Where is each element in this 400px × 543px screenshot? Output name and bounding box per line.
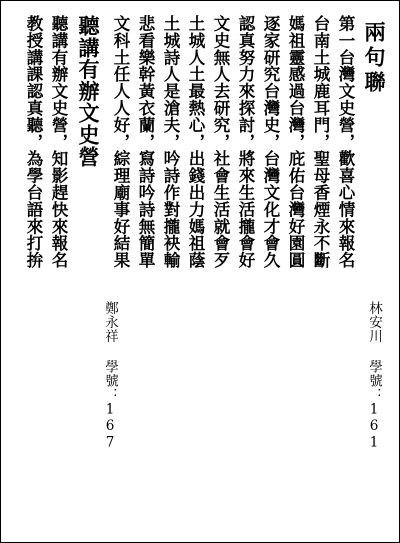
poem1-title: 兩句聯 bbox=[362, 21, 387, 96]
poem1-author: 林安川 學號：161 bbox=[366, 301, 382, 451]
poem1-line-9: 悲看樂幹黃衣蘭，寫詩吟詩無簡單 bbox=[136, 15, 155, 269]
poem1-line-2: 台南土城鹿耳門，聖母香煙永不斷 bbox=[311, 15, 330, 269]
poem2-line-2: 教授講課認真聽，為學台語來打拚 bbox=[24, 15, 43, 269]
poem2-title: 聽講有辦文史營 bbox=[76, 15, 101, 168]
poem1-line-3: 媽祖靈感過台灣，庇佑台灣好園圓 bbox=[286, 15, 305, 269]
poem1-line-10: 文科土任人人好，綜理廟事好結果 bbox=[111, 15, 130, 269]
poem2-author: 鄭永祥 學號：167 bbox=[102, 301, 118, 451]
poem1-line-4: 逐家研究台灣史，台灣文化才會久 bbox=[261, 15, 280, 269]
poem2-line-1: 聽講有辦文史營，知影趕快來報名 bbox=[49, 15, 68, 269]
poem1-line-5: 認真努力來探討，將來生活攏會好 bbox=[236, 15, 255, 269]
poem1-line-6: 文史無人去研究，社會生活就會歹 bbox=[211, 15, 230, 269]
poem1-line-8: 土城詩人是滄夫，吟詩作對攏袂輸 bbox=[161, 15, 180, 269]
poem1-line-7: 土城人土最熱心，出錢出力媽祖蔭 bbox=[186, 15, 205, 269]
poem1-line-1: 第一台灣文史營，歡喜心情來報名 bbox=[336, 15, 355, 269]
